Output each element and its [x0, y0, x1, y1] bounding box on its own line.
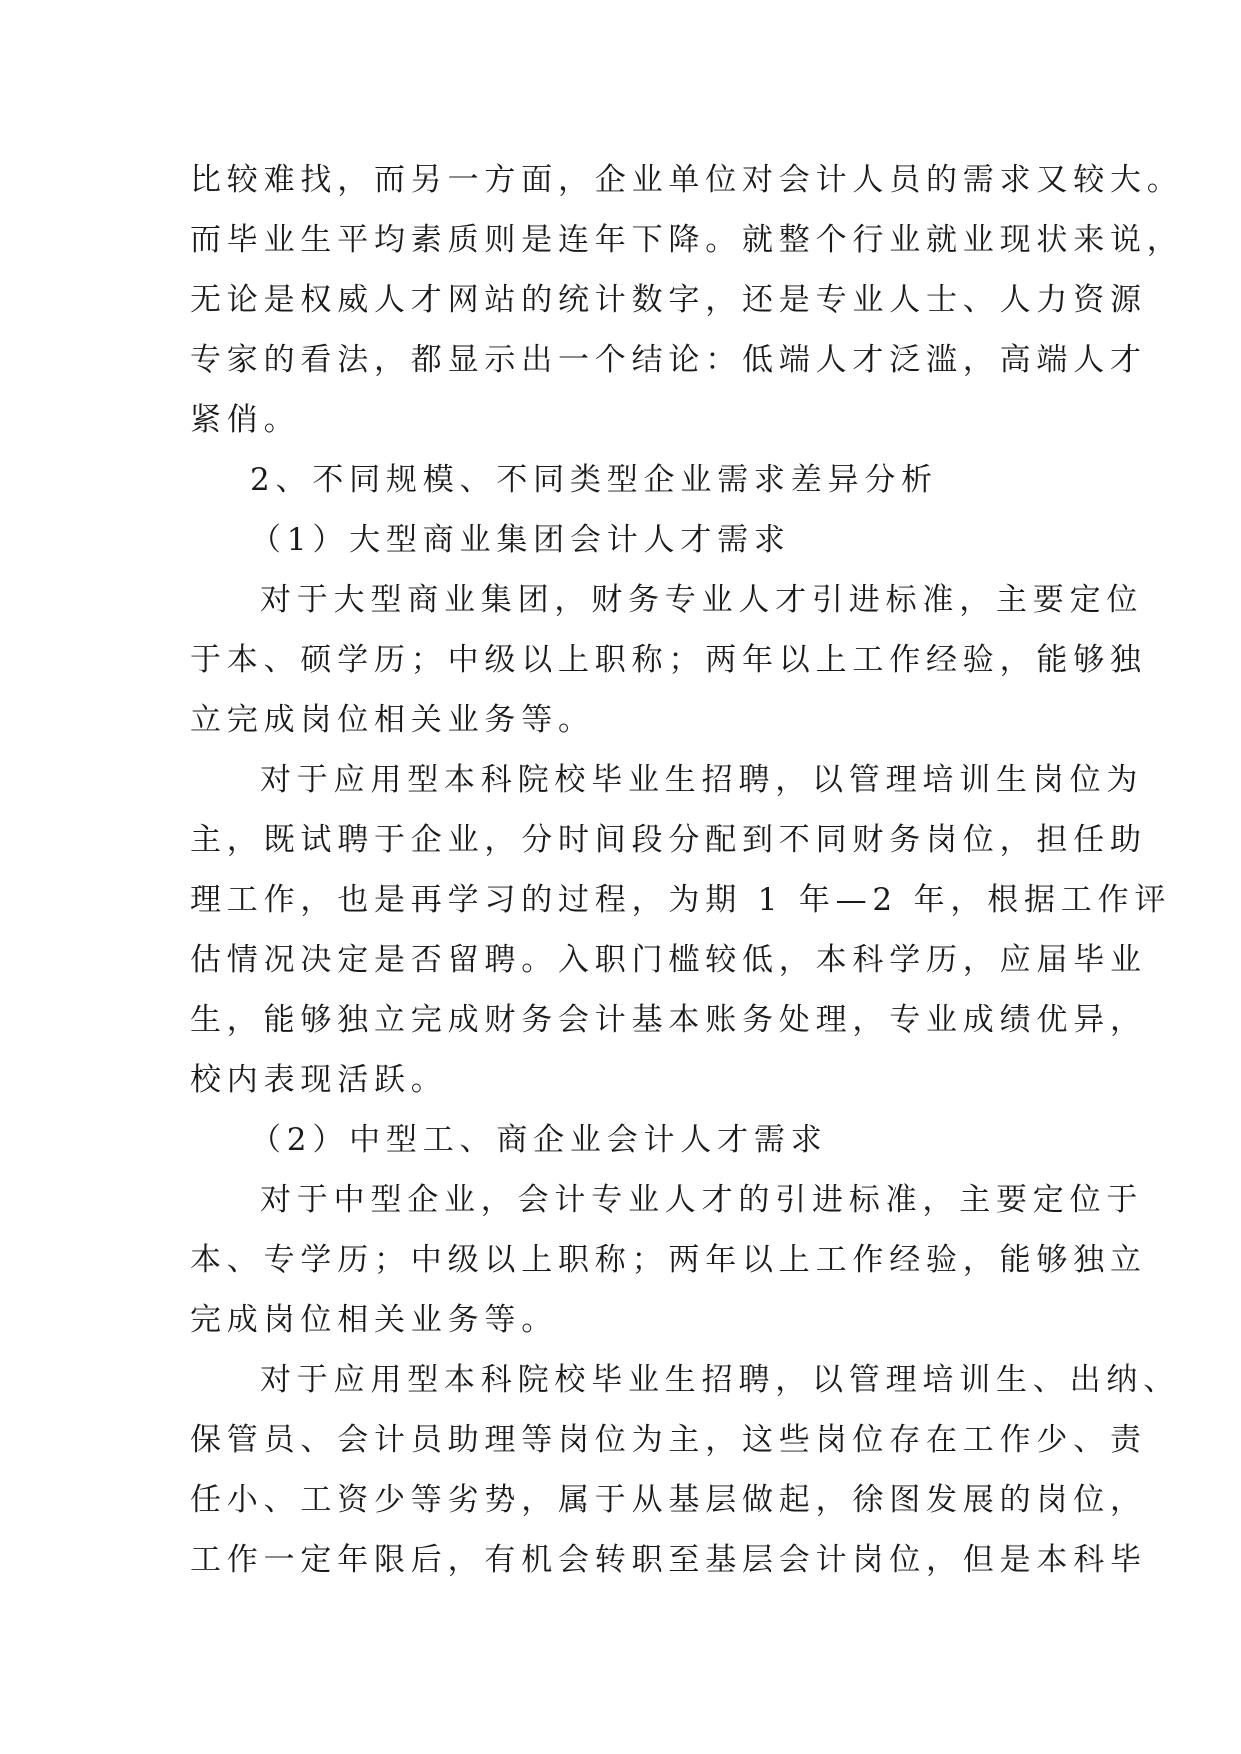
subsection-heading: （1）大型商业集团会计人才需求 [250, 522, 791, 558]
paragraph-line: 本、专学历；中级以上职称；两年以上工作经验，能够独立 [190, 1242, 1147, 1278]
document-body [190, 150, 1184, 1590]
paragraph-line: 工作一定年限后，有机会转职至基层会计岗位，但是本科毕 [190, 1542, 1147, 1578]
paragraph-line: 紧俏。 [190, 402, 301, 438]
paragraph-line: 校内表现活跃。 [190, 1062, 448, 1098]
paragraph-line: 专家的看法，都显示出一个结论：低端人才泛滥，高端人才 [190, 342, 1147, 378]
paragraph-line: 而毕业生平均素质则是连年下降。就整个行业就业现状来说， [190, 222, 1184, 258]
section-heading: 2、不同规模、不同类型企业需求差异分析 [250, 462, 938, 498]
paragraph-line: 理工作，也是再学习的过程，为期 1 年—2 年，根据工作评 [190, 882, 1172, 918]
paragraph-line: 任小、工资少等劣势，属于从基层做起，徐图发展的岗位， [190, 1482, 1147, 1518]
paragraph-line: 保管员、会计员助理等岗位为主，这些岗位存在工作少、责 [190, 1422, 1147, 1458]
paragraph-line: 于本、硕学历；中级以上职称；两年以上工作经验，能够独 [190, 642, 1147, 678]
paragraph-line: 估情况决定是否留聘。入职门槛较低，本科学历，应届毕业 [190, 942, 1147, 978]
paragraph-line: 对于应用型本科院校毕业生招聘，以管理培训生、出纳、 [260, 1362, 1180, 1398]
paragraph-line: 对于应用型本科院校毕业生招聘，以管理培训生岗位为 [260, 762, 1144, 798]
paragraph-line: 无论是权威人才网站的统计数字，还是专业人士、人力资源 [190, 282, 1147, 318]
paragraph-line: 立完成岗位相关业务等。 [190, 702, 595, 738]
paragraph-line: 对于中型企业，会计专业人才的引进标准，主要定位于 [260, 1182, 1144, 1218]
paragraph-line: 对于大型商业集团，财务专业人才引进标准，主要定位 [260, 582, 1144, 618]
paragraph-line: 生，能够独立完成财务会计基本账务处理，专业成绩优异， [190, 1002, 1147, 1038]
subsection-heading: （2）中型工、商企业会计人才需求 [250, 1122, 828, 1158]
paragraph-line: 完成岗位相关业务等。 [190, 1302, 558, 1338]
paragraph-line: 比较难找，而另一方面，企业单位对会计人员的需求又较大。 [190, 162, 1184, 198]
paragraph-line: 主，既试聘于企业，分时间段分配到不同财务岗位，担任助 [190, 822, 1147, 858]
